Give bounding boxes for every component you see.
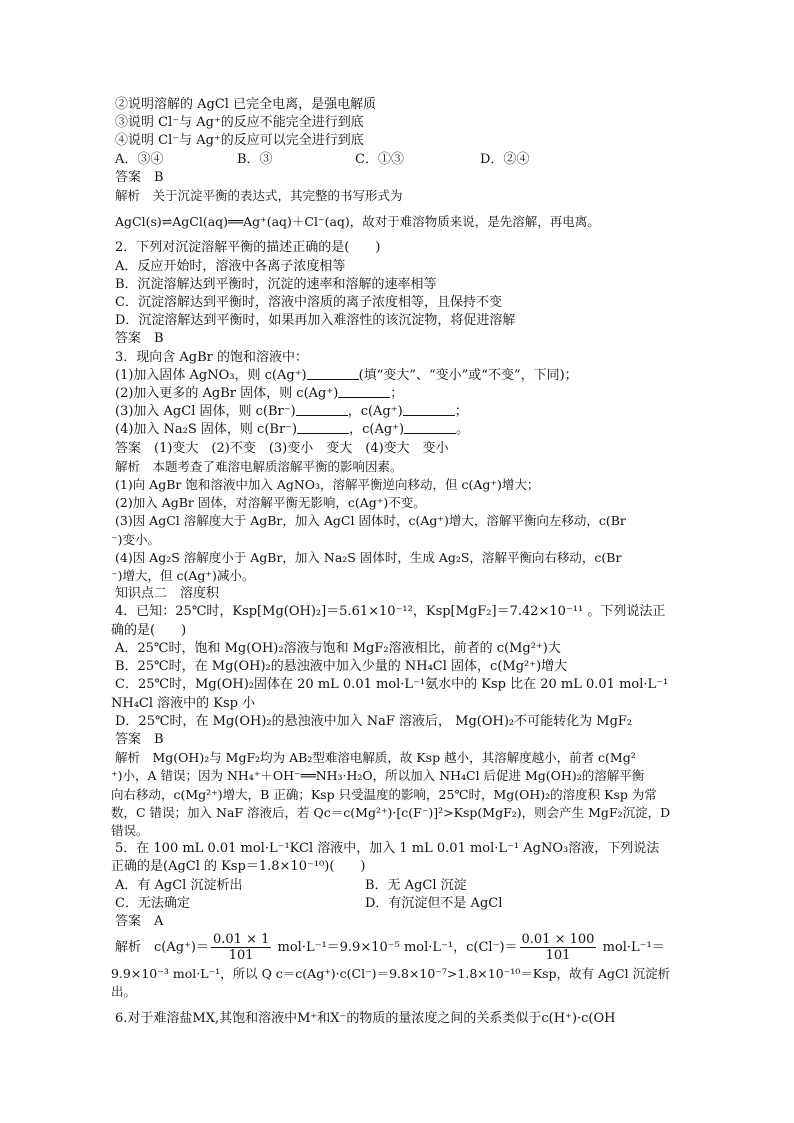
option-d: D．②④ <box>480 151 530 167</box>
analysis-line: (3)因 AgCl 溶解度大于 AgBr，加入 AgCl 固体时，c(Ag⁺)增大，溶解平衡向左移动，c(Br <box>115 513 626 529</box>
analysis-line: ⁻)变小。 <box>111 531 160 547</box>
analysis-line: 解析 本题考查了难溶电解质溶解平衡的影响因素。 <box>115 458 403 474</box>
question-6: 6.对于难溶盐MX,其饱和溶液中M⁺和X⁻的物质的量浓度之间的关系类似于c(H⁺)·c(OH <box>115 1010 616 1026</box>
option-line: A．反应开始时，溶液中各离子浓度相等 <box>115 258 346 274</box>
fraction: $\frac{0.01 \times 1}{101}$ <box>213 932 270 964</box>
answer-line: 答案 B <box>115 169 164 185</box>
analysis-line: 错误。 <box>111 822 149 838</box>
q5-options-row2 <box>115 895 682 913</box>
option-line: NH₄Cl 溶液中的 Ksp 小 <box>111 695 256 711</box>
option-a: A．有 AgCl 沉淀析出 <box>115 877 243 893</box>
q3-item-1: (1)加入固体 AgNO₃，则 c(Ag⁺) (填“变大”、“变小”或“不变”，下同)； <box>115 367 578 383</box>
option-b: B．③ <box>237 151 273 167</box>
answer-blank[interactable] <box>307 367 359 380</box>
option-c: C．无法确定 <box>115 895 190 911</box>
answer-blank[interactable] <box>297 421 349 434</box>
fraction: $\frac{0.01 \times 100}{101}$ <box>521 932 595 964</box>
analysis-line: (1)向 AgBr 饱和溶液中加入 AgNO₃，溶解平衡逆向移动，但 c(Ag⁺)增大； <box>115 477 540 493</box>
option-line: C．25℃时，Mg(OH)₂固体在 20 mL 0.01 mol·L⁻¹氨水中的 Ksp 比在 20 mL 0.01 mol·L⁻¹ <box>115 677 669 693</box>
answer-line: 答案 (1)变大 (2)不变 (3)变小 变大 (4)变大 变小 <box>115 440 449 456</box>
question-4-cont: 确的是( ) <box>111 622 187 638</box>
answer-line: 答案 B <box>115 331 164 347</box>
question-2: 2．下列对沉淀溶解平衡的描述正确的是( ) <box>115 240 381 256</box>
section-heading: 知识点二 溶度积 <box>115 586 220 602</box>
answer-blank[interactable] <box>296 403 348 416</box>
analysis-line: ⁺)小，A 错误；因为 NH₄⁺＋OH⁻══NH₃·H₂O，所以加入 NH₄Cl 后促进 Mg(OH)₂的溶解平衡 <box>111 768 645 784</box>
answer-blank[interactable] <box>403 403 455 416</box>
answer-blank[interactable] <box>338 385 390 398</box>
analysis-line: 出。 <box>111 984 137 1000</box>
option-line: A．25℃时，饱和 Mg(OH)₂溶液与饱和 MgF₂溶液相比，前者的 c(Mg²⁺)大 <box>115 640 561 656</box>
q1-options <box>115 151 682 169</box>
q3-item-2: (2)加入更多的 AgBr 固体，则 c(Ag⁺) ； <box>115 386 404 402</box>
question-5: 5．在 100 mL 0.01 mol·L⁻¹KCl 溶液中，加入 1 mL 0.01 mol·L⁻¹ AgNO₃溶液，下列说法 <box>115 841 660 857</box>
analysis-line: AgCl(s)⇌AgCl(aq)══Ag⁺(aq)＋Cl⁻(aq)，故对于难溶物质来说，是先溶解，再电离。 <box>115 214 600 230</box>
answer-blank[interactable] <box>404 421 456 434</box>
analysis-line: ⁻)增大，但 c(Ag⁺)减小。 <box>111 568 255 584</box>
option-c: C．①③ <box>355 151 404 167</box>
option-line: B．沉淀溶解达到平衡时，沉淀的速率和溶解的速率相等 <box>115 276 437 292</box>
question-5-cont: 正确的是(AgCl 的 Ksp＝1.8×10⁻¹⁰)( ) <box>111 859 366 875</box>
text-line: ③说明 Cl⁻与 Ag⁺的反应不能完全进行到底 <box>115 115 364 131</box>
option-b: B．无 AgCl 沉淀 <box>365 877 467 893</box>
question-4: 4．已知：25℃时，Ksp[Mg(OH)₂]＝5.61×10⁻¹²，Ksp[MgF₂]＝7.42×10⁻¹¹ 。下列说法正 <box>115 604 666 620</box>
q5-options-row1 <box>115 877 682 895</box>
q3-item-4: (4)加入 Na₂S 固体，则 c(Br⁻) ，c(Ag⁺) 。 <box>115 422 470 438</box>
analysis-line: 数，C 错误；加入 NaF 溶液后，若 Qc＝c(Mg²⁺)·[c(F⁻)]²>Ksp(MgF₂)，则会产生 MgF₂沉淀，D <box>111 804 671 820</box>
option-line: B．25℃时，在 Mg(OH)₂的悬浊液中加入少量的 NH₄Cl 固体，c(Mg²⁺)增大 <box>115 659 568 675</box>
q3-item-3: (3)加入 AgCl 固体，则 c(Br⁻) ，c(Ag⁺) ； <box>115 404 468 420</box>
question-3: 3．现向含 AgBr 的饱和溶液中： <box>115 349 309 365</box>
answer-line: 答案 A <box>115 913 164 929</box>
option-line: D．25℃时，在 Mg(OH)₂的悬浊液中加入 NaF 溶液后， Mg(OH)₂不可能转化为 MgF₂ <box>115 713 633 729</box>
answer-line: 答案 B <box>115 731 164 747</box>
option-line: D．沉淀溶解达到平衡时，如果再加入难溶性的该沉淀物，将促进溶解 <box>115 313 516 329</box>
analysis-line: 向右移动，c(Mg²⁺)增大，B 正确；Ksp 只受温度的影响，25℃时，Mg(OH)₂的溶度积 Ksp 为常 <box>111 786 657 802</box>
analysis-line: 解析 关于沉淀平衡的表达式，其完整的书写形式为 <box>115 188 403 204</box>
text-line: ④说明 Cl⁻与 Ag⁺的反应可以完全进行到底 <box>115 133 364 149</box>
analysis-line: 解析 Mg(OH)₂与 MgF₂均为 AB₂型难溶电解质，故 Ksp 越小，其溶解度越小，前者 c(Mg² <box>115 750 636 766</box>
option-line: C．沉淀溶解达到平衡时，溶液中溶质的离子浓度相等，且保持不变 <box>115 295 502 311</box>
text-line: ②说明溶解的 AgCl 已完全电离，是强电解质 <box>115 97 377 112</box>
analysis-line: (4)因 Ag₂S 溶解度小于 AgBr，加入 Na₂S 固体时，生成 Ag₂S，溶解平衡向右移动，c(Br <box>115 549 622 565</box>
analysis-line: (2)加入 AgBr 固体，对溶解平衡无影响，c(Ag⁺)不变。 <box>115 495 426 511</box>
q5-calc-line: 解析 c(Ag⁺)＝ $\frac{0.01 \times 1}{101}$ mol·L⁻¹＝9.9×10⁻⁵ mol·L⁻¹，c(Cl⁻)＝ $\frac{0.01 \times 100}{101}$ mol·L⁻¹＝ <box>115 932 665 964</box>
option-d: D．有沉淀但不是 AgCl <box>365 895 503 911</box>
analysis-line: 9.9×10⁻³ mol·L⁻¹，所以 Q c＝c(Ag⁺)·c(Cl⁻)＝9.8×10⁻⁷>1.8×10⁻¹⁰＝Ksp，故有 AgCl 沉淀析 <box>111 966 671 982</box>
option-a: A．③④ <box>115 151 164 167</box>
